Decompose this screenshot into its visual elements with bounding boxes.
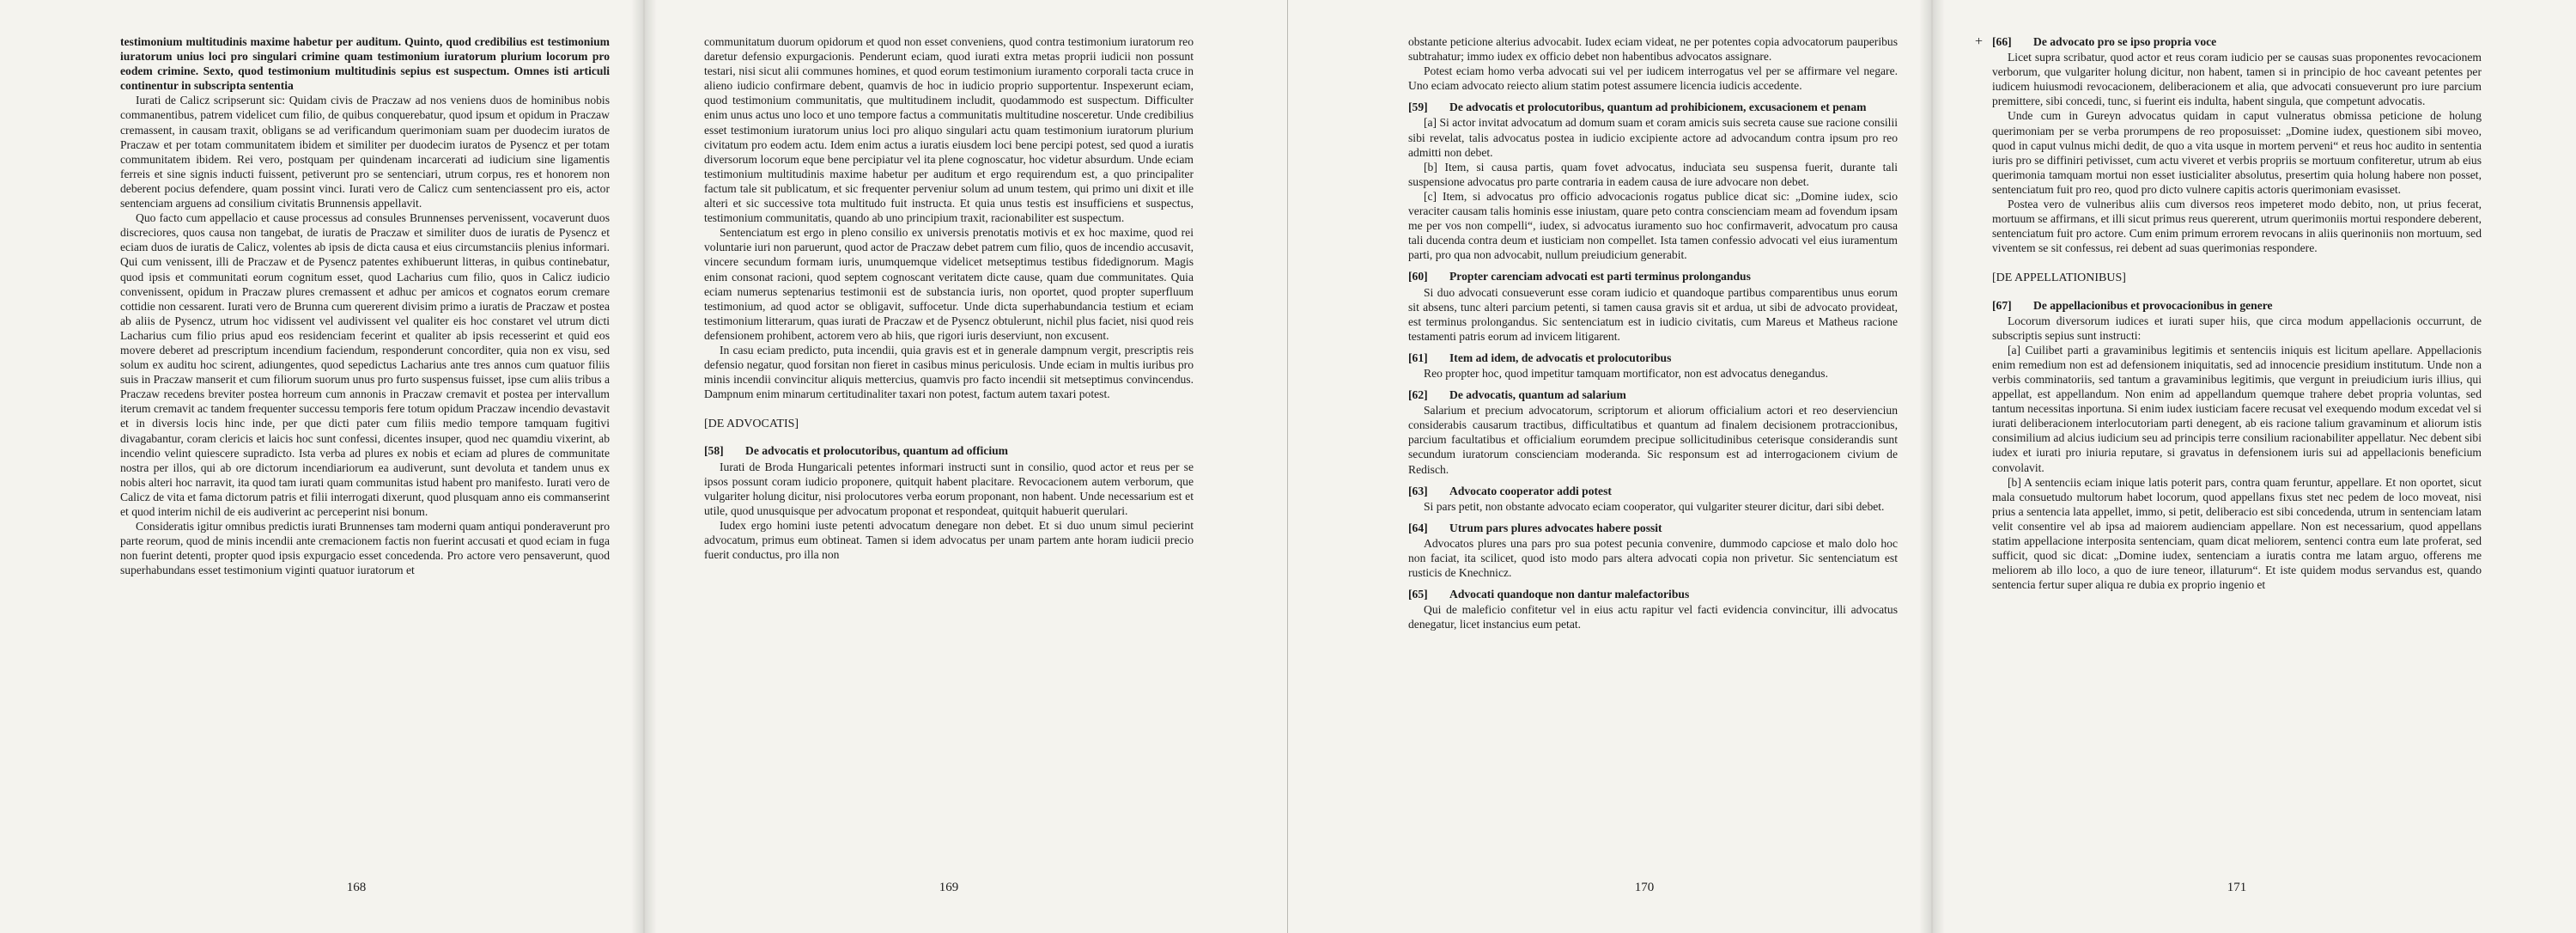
entry-title: Item ad idem, de advocatis et prolocutoribus [1449, 351, 1672, 364]
entry-number: [63] [1408, 484, 1428, 497]
entry-title: Utrum pars plures advocates habere possit [1449, 521, 1662, 534]
folio-171: 171 [2227, 881, 2247, 894]
folio-169: 169 [939, 881, 959, 894]
spread-right [1288, 0, 2576, 933]
entry-title: Advocato cooperator addi potest [1449, 484, 1612, 497]
paragraph: communitatum duorum opidorum et quod non esset conveniens, quod contra testimonium iuratorum reo daretur defensio expurgacionis. Penderunt eciam, quod iurati extra metas proprii iudicii non possunt testari, nisi sicut alii communes homines, et quod eorum testimonium iuramento corporali tacta cruce in alieno iudicio confirmare debent, quamvis de hoc in iudicio proprio supportentur. Inspexerunt eciam, quod testimonium communitatis, que multitudinem includit, quodammodo est suspectum. Difficulter enim unus actus uno loco et uno tempore factus a communitatis multitudine nosceretur. Unde credibilius esset testimonium iuratorum unius loci pro aliquo singulari actu quam testimonium iuratorum plurium civitatum pro eodem actu. Idem enim actus a iuratis eiusdem loci bene percipi potest, sed quod a iuratis diversorum locorum eque bene percipiatur vel ita plene cognoscatur, hoc videtur absurdum. Unde eciam testimonium multitudinis maxime habetur per auditum et ergo requirendum est, a quo principaliter factum tale sit publicatum, et sic frequenter perveniur solum ad unum testem, qui primo uni dixit et ille alteri et sic successive tota multitudo fuit instructa. Et quia unus testis est insufficiens et suspectus, testimonium communitatis, quando ab uno principium traxit, racionabiliter est suspectum. [704, 35, 1194, 225]
folio-168: 168 [346, 881, 367, 894]
paragraph: Consideratis igitur omnibus predictis iurati Brunnenses tam moderni quam antiqui ponderaverunt pro parte reorum, quod de minis incendii ante cremacionem factis non fuerint accusati et quod eciam in fuga non fuerint detenti, propter quod ipsis expurgacio esset concedenda. Pro actore vero pensaverunt, quod superhabundans esset testimonium viginti quatuor iuratorum et [120, 520, 610, 577]
paragraph: Postea vero de vulneribus aliis cum diversos reos impeteret modo debito, non, ut prius fecerat, mortuum se affirmans, et illi sicut primus reus quererent, utrum querimoniis mortui respondere deberent, sentenciatum fuit pro actore. Cum enim primum errorem revocans in aliis querinoniis non mortuum, sed viventem se sit confessus, rei debent ad suas querimonias respondere. [1992, 198, 2482, 255]
paragraph: Salarium et precium advocatorum, scriptorum et aliorum officialium actori et reo deservienciun considerabis causarum tractibus, difficultatibus et quantum ad finalem decisionem protraccionibus, parcium facultatibus et officialium eorumdem precipue sollicitudinibus ceterisque considerandis sunt secundum iuratorum conscienciam moderanda. Sic responsum est ad interrogacionem civium de Redisch. [1408, 404, 1898, 476]
paragraph: [b] Item, si causa partis, quam fovet advocatus, inducìata seu suspensa fuerit, durante tali suspensione advocatus pro parte contraria in eadem causa de iure advocare non debet. [1408, 160, 1898, 188]
entry-number: [60] [1408, 270, 1428, 284]
page-171 [1975, 34, 2482, 893]
page-169 [704, 34, 1194, 893]
paragraph: Si pars petit, non obstante advocato eciam cooperator, qui vulgariter steurer dicitur, dari sibi debet. [1424, 499, 1885, 513]
paragraph: Iurati de Broda Hungaricali petentes informari instructi sunt in consilio, quod actor et reus per se ipsos possunt coram iudicio proponere, quitquit habent placitare. Revocacionem autem verborum, que vulgariter holung dicitur, nisi prolocutores verba eorum proponant, non habent. Unde necessarium est et utile, quod unusquisque per advocatum proponat et respondeat, quitquit habuerit querulari. [704, 460, 1194, 517]
paragraph: Locorum diversorum iudices et iurati super hiis, que circa modum appellacionis occurrunt, de subscriptis sepius sunt instructi: [1992, 314, 2482, 342]
entry-title: Advocati quandoque non dantur malefactoribus [1449, 588, 1690, 601]
paragraph: Licet supra scribatur, quod actor et reus coram iudicio per se causas suas proponentes revocacionem verborum, que vulgariter holung dicitur, non habent, tamen si in principio de hoc caveant petentes per iudicem huiusmodi revocacionem, deliberacionem et alia, que advocati consueverunt pro iure parcium premittere, sibi concedi, tunc, si fuerint eis indulta, habent singula, que competunt advocatis. [1992, 51, 2482, 108]
book-gutter [1919, 0, 1945, 933]
paragraph: [b] A sentenciis eciam inique latis poterit pars, contra quam feruntur, appellare. Et non oportet, sicut mala consuetudo multorum habet locorum, quod appellans fixus stet nec pedem de loco moveat, nisi prius a sentencia lata appellet, immo, si petit, deliberacio est sibi concedenda, utrum in sentenciam latam velit consentire vel ab ipsa ad maiorem audienciam appellare. Non est necessarium, quod appellans statim appellacione interposita sentenciam, quam dicat meliorem, sentenci contra eum late proferat, sed sufficit, quod sic dicat: „Domine iudex, sentenciam a iuratis contra me latam arguo, offerens me meliorem ab illo loco, a quo de iure teneor, illaturum“. Et iste quidem modus servandus est, quando sentencia fertur super aliqua re dubia ex proprio ingenio et [1992, 475, 2482, 592]
entry-title: De advocatis et prolocutoribus, quantum ad prohibicionem, excusacionem et penam [1449, 101, 1867, 114]
entry-heading [1408, 484, 1898, 498]
entry-title: De advocato pro se ipso propria voce [2033, 35, 2217, 48]
paragraph: Si duo advocati consueverunt esse coram iudicio et quandoque partibus comparentibus unus eorum sit absens, tunc alteri parcium petenti, si tamen causa gravis sit et ardua, ut sibi de advocato provideat, est terminus prolongandus. Sic sentenciatum est in iudicio civitatis, cum Mareus et Matheus racione testamenti patris eorum ad invicem litigarent. [1408, 285, 1898, 343]
paragraph: [c] Item, si advocatus pro officio advocacionis rogatus publice dicat sic: „Domine iudex, scio veraciter causam talis hominis esse iniustam, quare peto contra conscienciam meam ad fovendum ipsam me per vos non compelli“, iudex, si advocatus iuramento suo hoc confirmaverit, advocatum pro causa tali ducenda contra deum et iusticiam non compellet. Ista tamen confessio advocati vel eius iuramentum parti, pro qua non advocabit, nullum preiudicium generabit. [1408, 189, 1898, 262]
lead-paragraph: testimonium multitudinis maxime habetur per auditum. Quinto, quod credibilius est testimonium iuratorum unius loci pro singulari crimine quam testimonium iuratorum plurium locorum pro eodem crimine. Sexto, quod testimonium multitudinis sepius est suspectum. Omnes isti articuli continentur in subscripta sententia [120, 35, 610, 93]
entry-heading [1408, 587, 1898, 601]
paragraph: Advocatos plures una pars pro sua potest pecunia convenire, dummodo capciose et malo dolo hoc non faciat, ita scilicet, quod isto modo pars altera advocati copia non privetur. Sic sentenciatum est rusticis de Knechnicz. [1408, 536, 1898, 580]
paragraph: Reo propter hoc, quod impetitur tamquam mortificator, non est advocatus denegandus. [1424, 366, 1828, 380]
paragraph: Potest eciam homo verba advocati sui vel per iudicem interrogatus vel per se affirmare vel negare. Uno eciam advocato reiecto alium statim potest assumere licencia iudicis accedente. [1408, 64, 1898, 93]
entry-heading [1408, 100, 1898, 114]
entry-heading [1408, 521, 1898, 535]
paragraph: Sentenciatum est ergo in pleno consilio ex universis prenotatis motivis et ex hoc maxime, quod rei voluntarie iuri non paruerunt, quod actor de Praczaw debet patrem cum filio, quos de incendio accusavit, vincere secundum formam iuris, unumquemque videlicet metseptimus testibus fidedignorum. Magis enim consonat racioni, quod septem cognoscant veritatem dicte cause, quam due communitates. Quia eciam numerus septenarius testimonii est de substancia iuris, non oportet, quod propter superfluum testimonium, ad quod actor se obligavit, suffocetur. Unde dicta superhabundancia testium et eciam testimonium litterarum, quas iurati de Praczaw et de Pysencz obtulerunt, nichil plus faciet, nisi quod reis defensionem prohibent, actorem vero ab hiis, que rigori iuris deserviunt, non excusent. [704, 226, 1194, 342]
page-170 [1408, 34, 1898, 893]
section-heading: [DE APPELLATIONIBUS] [1992, 271, 2126, 285]
book-gutter [631, 0, 657, 933]
entry-heading [704, 443, 1194, 458]
paragraph: Unde cum in Gureyn advocatus quidam in caput vulneratus obmissa peticione de holung querimoniam per se verba prorumpens de reo proposuisset: „Domine iudex, questionem sibi moveo, quod in caput vulnus michi dedit, de quo a vita usque in mortem perveni“ et reus hoc audito in sententia iuris pro se diffiniri petivisset, cum actu viveret et verbis propriis se mortuum confiteretur, utrum ab eius querimonia tamquam mortui non esset iusticialiter absolutus, presertim quia holung habere non posset, sentenciatum fuit pro reo, quod pro dicto vulnere capitis actoris querimoniam evasisset. [1992, 109, 2482, 196]
entry-title: Propter carenciam advocati est parti terminus prolongandus [1449, 270, 1751, 284]
paragraph: [a] Cuilibet parti a gravaminibus legitimis et sentenciis iniquis est licitum apellare. Appellacionis enim remedium non est ad defensionem iniquitatis, sed ad innocencie presidium institutum. Unde non a verbis comminatoriis, sed tantum a gravaminibus legitimis, que vergunt in preiudicium iuris illius, qui appellat, est appellandum. Non enim ad appellandum quemque trahere debet propria voluntas, sed tantum necessitas inportuna. Si enim iudex iusticiam facere recusat vel exequendo modum excedat vel si iurati deliberacionem interlocutoriam parti denegent, ab eis racione talium gravaminum et aliorum istis consimilium ad alcius iudicium seu ad principis terre consilium racionabiliter appellatur. Nec debent sibi iudex et iurati pro iniuria reputare, si gravatus in defensionem iuris sui ad appellacionis beneficium convolavit. [1992, 343, 2482, 474]
paragraph: In casu eciam predicto, puta incendii, quia gravis est et in generale dampnum vergit, prescriptis reis defensio negatur, quod forsitan non fieret in casibus minus periculosis. Unde eciam in multis iuribus pro minis incendii convincitur aliquis mettercius, quamvis pro facto incendii sit metseptimus convincendus. Dampnum enim minarum certitudinaliter taxari non potest, factum autem taxari potest. [704, 343, 1194, 401]
entry-heading [1992, 298, 2482, 313]
entry-heading [1408, 387, 1898, 402]
entry-heading [1408, 269, 1898, 284]
paragraph: Iudex ergo homini iuste petenti advocatum denegare non debet. Et si duo unum simul pecierint advocatum, primus eum obtineat. Tamen si idem advocatus per unam partem ante horam iudicii precio fuerit conductus, pro illa non [704, 518, 1194, 562]
entry-number: [62] [1408, 388, 1428, 402]
entry-number: [58] [704, 444, 724, 458]
entry-title: De advocatis, quantum ad salarium [1449, 388, 1626, 402]
entry-number: [67] [1992, 298, 2012, 312]
entry-title: De advocatis et prolocutoribus, quantum ad officium [745, 444, 1008, 458]
paragraph: Quo facto cum appellacio et cause processus ad consules Brunnenses pervenissent, vocaverunt duos discreciores, quos causa non tangebat, de iuratis de Praczaw et similiter duos de iuratis de Pysencz et eciam duos de iuratis de Calicz, volentes ab ipsis de dicta causa et eius circumstanciis plenius informari. Qui cum venissent, illi de Praczaw et de Pysencz patentes exhibuerunt litteras, in quibus continebatur, quod ipsis et communitati eorum cognitum esset, quod Lacharius cum filio, quos in Calicz iudicio convenissent, opidum in Praczaw plures cremassent et adhuc per amicos et cognatos eorum cremare cottidie non cessarent. Iurati vero de Brunna cum quererent divisim primo a iuratis de Praczaw et postea ab aliis de Pysencz, utrum hoc vidissent vel audivissent vel qualiter eis hoc constaret vel utrum dicti Lacharius cum filio prius apud eos residenciam fecerint et qualiter ab ipsis recesserint et quid eos movere deberet ad prescriptum incendium faciendum, responderunt concorditer, quia non ex visu, sed solum ex auditu hoc scirent, adiungentes, quod sepedictus Lacharius ante tres annos cum quatuor filiis suis in Praczaw manserit et cum filiorum suorum unus pro furto suspensus fuisset, ipse cum aliis tribus a Praczaw recedens breviter posteа horreum cum annonis in Praczaw cremavit et postea per intervallum iterum cremavit ac tandem frequenter successu temporis fere totum opidum Praczaw incendio devastavit et in diversis locis hinc inde, per que dicti pater cum filiis medio tempore tamquam fugitivi divagabantur, coram clericis et laicis hoc sunt confessi, dicentes insuper, quod nec quamdiu vixerint, ab incendio velint quiescere supradicto. Ista verba ad plures ex nobis et eciam ad plures de communitate nostra per illos, qui ab ore dictorum incendiariorum ea audiverunt, sunt devoluta et tandem unus ex nobis alteri hoc narravit, ita quod tam iurati quam communitas istud habent pro manifesto. Iurati vero de Calicz de vita et fama dictorum patris et filii interrogati dixerunt, quod plusquam anno eis commanserint et quod interim nichil de eis audiverint ac perceperint nisi bonum. [120, 211, 610, 518]
entry-heading [1408, 351, 1898, 365]
paragraph: Qui de maleficio confitetur vel in eius actu rapitur vel facti evidencia convincitur, illi advocatus denegatur, licet instancius eum petat. [1408, 603, 1898, 631]
entry-number: [59] [1408, 101, 1428, 114]
entry-number: [66] [1992, 35, 2012, 48]
entry-number: [64] [1408, 521, 1428, 534]
paragraph: [a] Si actor invitat advocatum ad domum suam et coram amicis suis secreta cause sue racione consilii sibi revelat, talis advocatus postea in iudicio excipiente actore ad advocandum contra ipsum pro reo admitti non debet. [1408, 116, 1898, 159]
page-168 [120, 34, 610, 893]
entry-number: [65] [1408, 588, 1428, 601]
entry-number: [61] [1408, 351, 1428, 364]
folio-170: 170 [1634, 881, 1655, 894]
paragraph: obstante peticione alterius advocabit. Iudex eciam videat, ne per potentes copia advocatorum pauperibus subtrahatur; immo iudex ex officio debet non habentibus advocatos assignare. [1408, 35, 1898, 64]
section-heading: [DE ADVOCATIS] [704, 418, 799, 431]
margin-mark: + [1975, 34, 1984, 49]
entry-title: De appellacionibus et provocacionibus in genere [2033, 298, 2273, 312]
paragraph: Iurati de Calicz scripserunt sic: Quidam civis de Praczaw ad nos veniens duos de hominibus nobis commanentibus, patrem videlicet cum filio, de quibus conquerebatur, quod ipsum et opidum in Praczaw cremassent, in causam traxit, obligans se ad verificandum querimoniam suam per duodecim iuratos de Praczaw et per totam communitatem ibidem et similiter per duodecim iuratos de Pysencz et per totam communitatem ibidem. Rei vero, postquam per quindenam incarcerati ad iudicium sine ligamentis ferreis et sine signis inducti fuissent, petiverunt pro se sentenciari, utrum corpus, res et honorem non deberent pocius defendere, quam possint vinci. Iurati vero de Calicz cum sentenciassent pro eis, actor sentenciam arguens ad consilium civitatis Brunnensis appellavit. [120, 94, 610, 210]
entry-heading [1992, 34, 2482, 49]
